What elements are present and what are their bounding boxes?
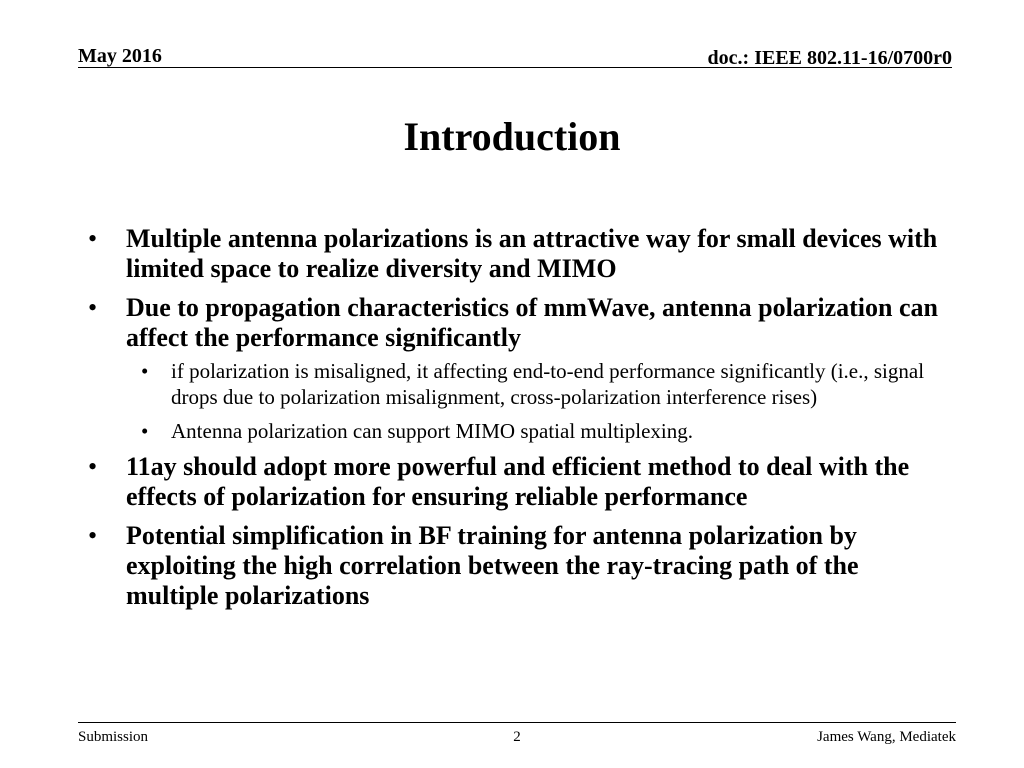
- slide-title: Introduction: [403, 114, 621, 159]
- sub-bullet-item: [86, 358, 946, 410]
- page-number: 2: [513, 729, 521, 745]
- bullet-icon: •: [88, 452, 98, 481]
- bullet-icon: •: [88, 293, 98, 322]
- footer-author: James Wang, Mediatek: [817, 729, 956, 745]
- footer-divider: [78, 722, 956, 723]
- bullet-text: Potential simplification in BF training for antenna polarization by exploiting the high correlation between the ray-tracing path of the multiple polarizations: [126, 521, 859, 610]
- bullet-icon: •: [88, 521, 98, 550]
- sub-bullet-text: Antenna polarization can support MIMO spatial multiplexing.: [171, 419, 693, 443]
- bullet-item: [86, 521, 946, 611]
- sub-bullet-item: [86, 418, 946, 444]
- header-date: May 2016: [78, 45, 162, 67]
- header-doc-id: doc.: IEEE 802.11-16/0700r0: [707, 47, 952, 69]
- bullet-text: Due to propagation characteristics of mmWave, antenna polarization can affect the performance significantly: [126, 293, 938, 352]
- bullet-list: [86, 224, 946, 620]
- sub-bullet-icon: •: [141, 359, 149, 383]
- bullet-item: [86, 293, 946, 353]
- bullet-text: Multiple antenna polarizations is an attractive way for small devices with limited space to realize diversity and MIMO: [126, 224, 938, 283]
- bullet-icon: •: [88, 224, 98, 253]
- sub-bullet-icon: •: [141, 419, 149, 443]
- bullet-item: [86, 224, 946, 284]
- bullet-item: [86, 452, 946, 512]
- header-divider: [78, 67, 952, 68]
- bullet-text: 11ay should adopt more powerful and efficient method to deal with the effects of polarization for ensuring reliable performance: [126, 452, 910, 511]
- footer-submission: Submission: [78, 729, 149, 745]
- sub-bullet-text: if polarization is misaligned, it affecting end-to-end performance significantly (i.e., signal drops due to polarization misalignment, cross-polarization interference rises): [171, 359, 925, 409]
